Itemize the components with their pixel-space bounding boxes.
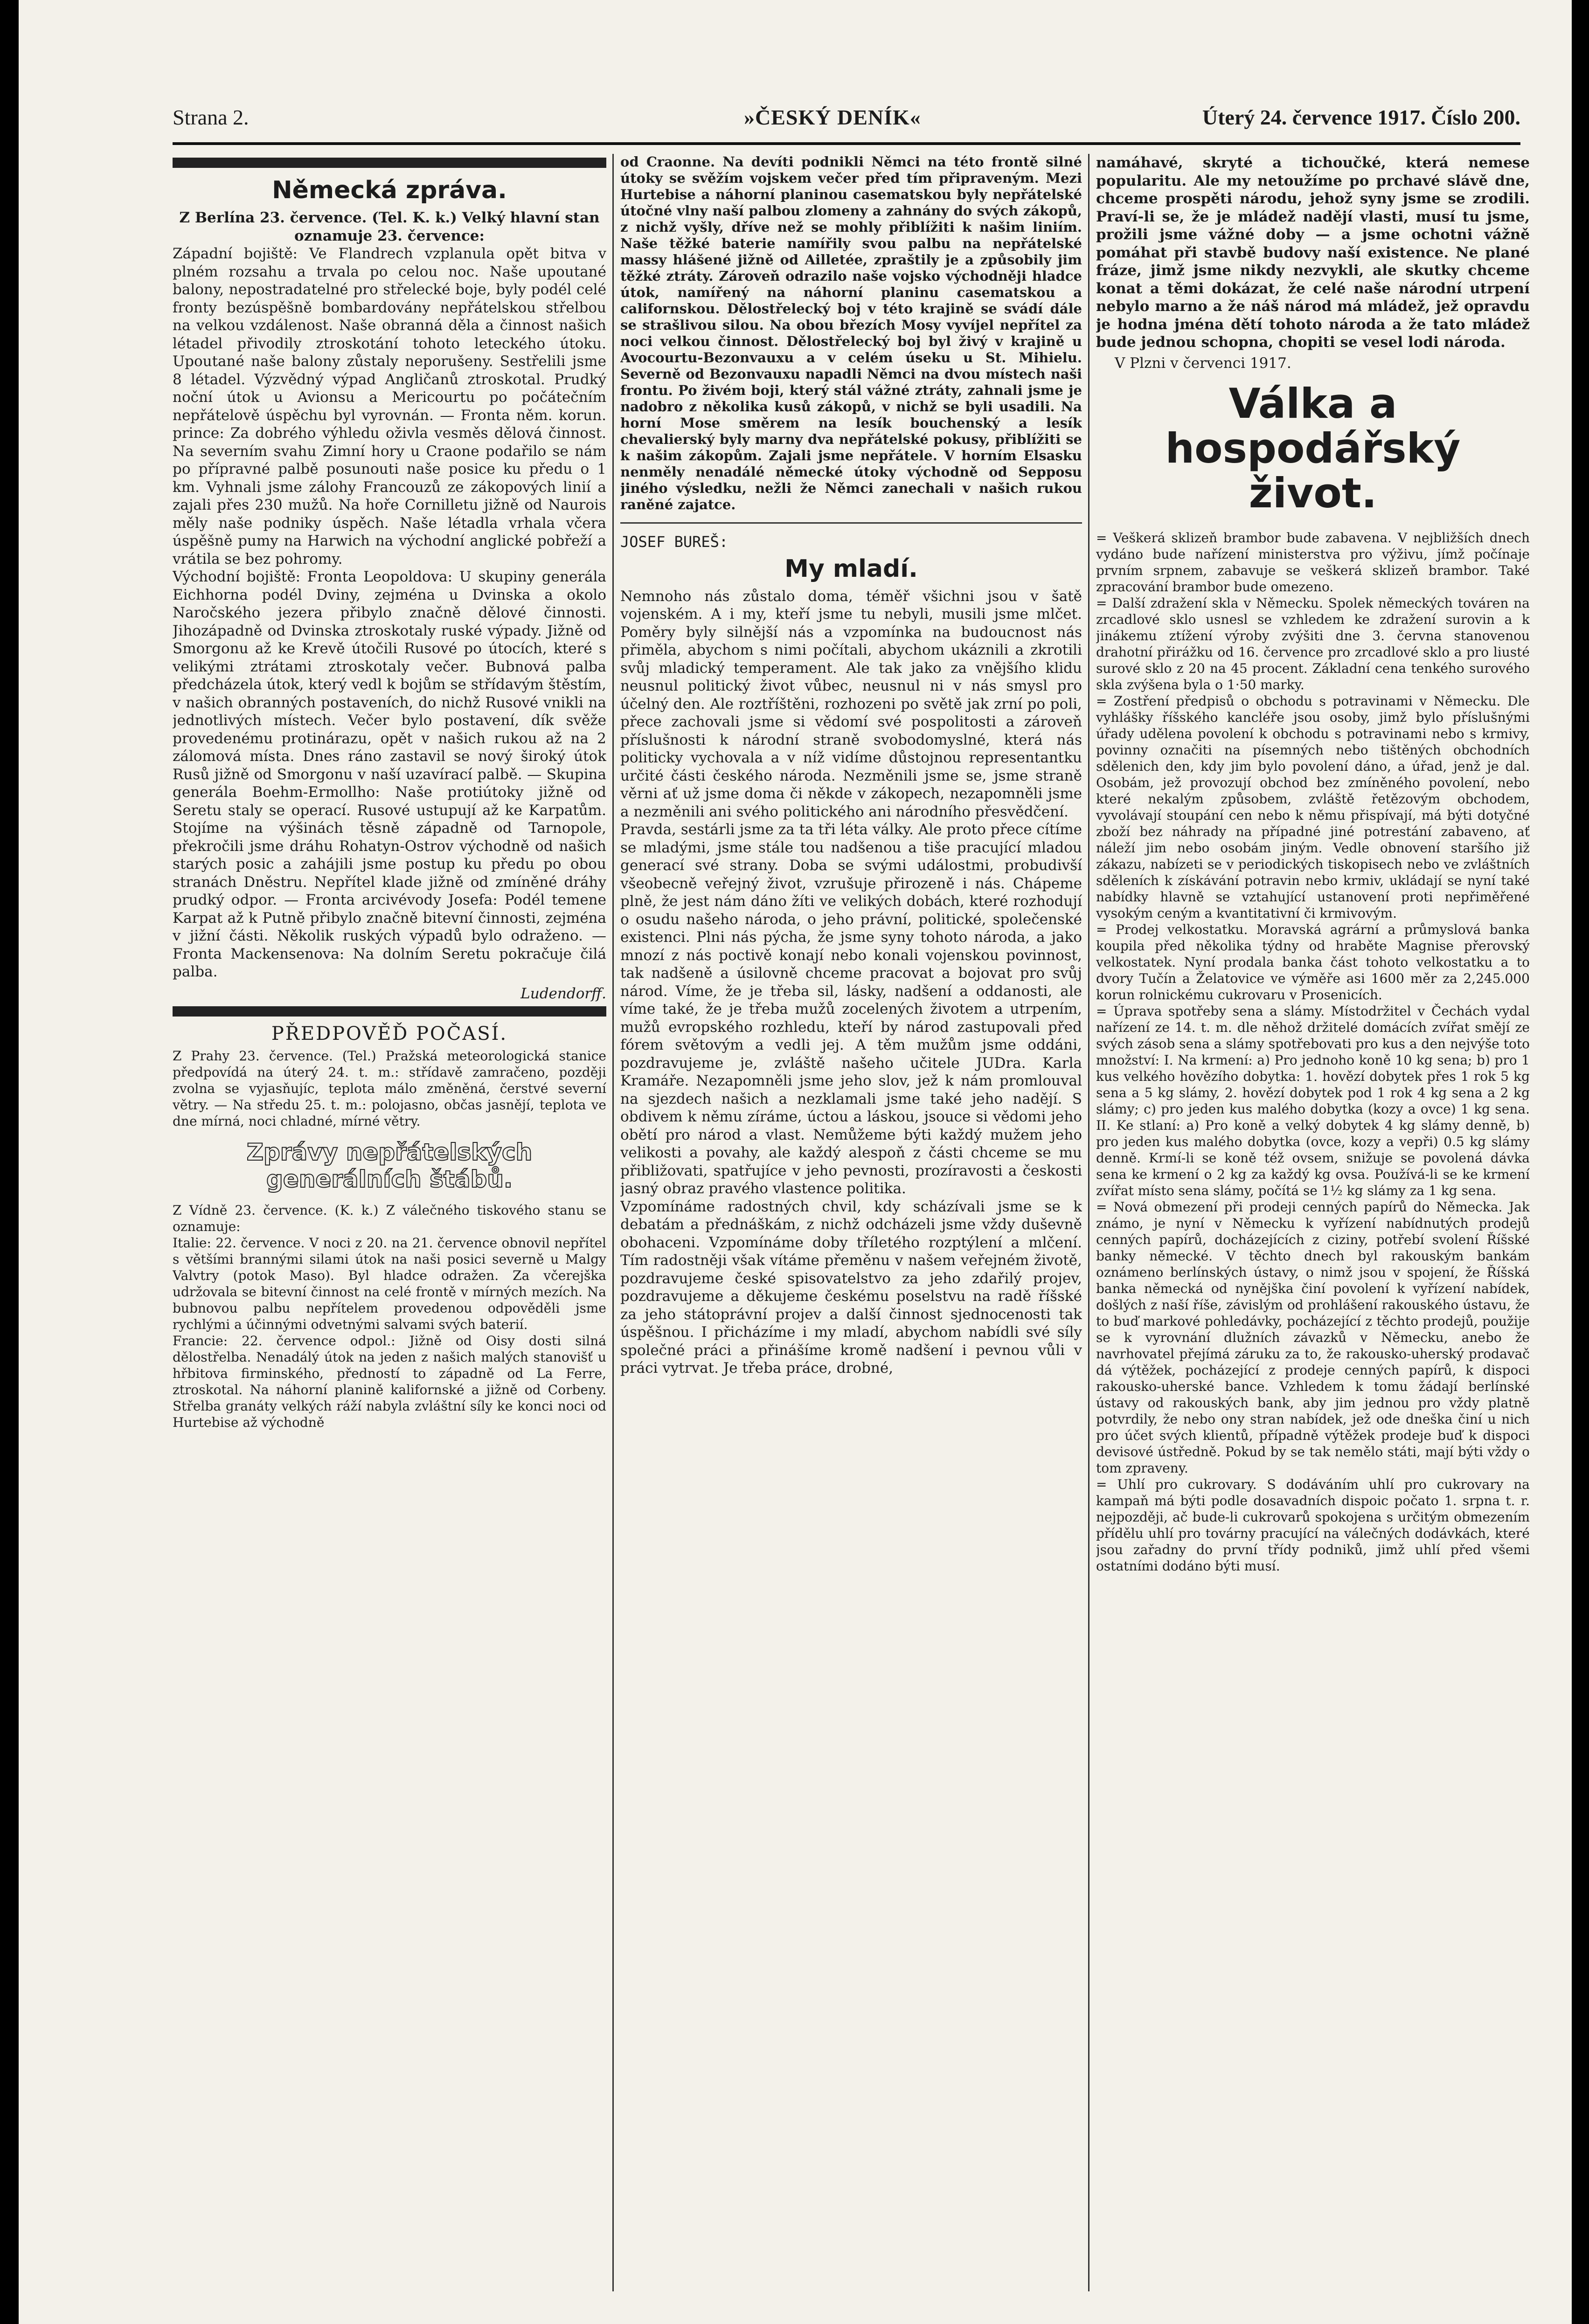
- article-title: Zprávy nepřátelských generálních štábů.: [246, 1138, 533, 1193]
- article-lead: Z Vídně 23. července. (K. k.) Z válečného tiskového stanu se oznamuje:: [173, 1202, 606, 1234]
- column-divider: [612, 154, 614, 2291]
- article-paragraph: Západní bojiště: Ve Flandrech vzplanula opět bitva v plném rozsahu a trvala po celou noc. Naše upoutané balony, nepostradatelné pro střelecké boje, byly podél celé fronty bezúspěšně bombardovány nepřátelskou střelbou na velkou vzdálenost. Naše obranná děla a činnost našich létadel přivodily ztroskotání tohoto leteckého útoku. Upoutané naše balony zůstaly neporušeny. Sestřelili jsme 8 létadel. Výzvědný výpad Angličanů ztroskotal. Prudký noční útok u Avionsu a Mericourtu po počátečním nepřátelově úspěchu byl vyrovnán. — Fronta něm. korun. prince: Za dobrého výhledu oživla vesměs dělová činnost. Na severním svahu Zimní hory u Craone podařilo se nám po přípravné palbě posunouti naše posice ku předu o 1 km. Vyhnali jsme zálohy Francouzů ze zákopových linií a zajali přes 230 mužů. Na hoře Cornilletu jižně od Naurois měly naše podniky úspěch. Naše létadla vrhala včera úspěšně pumy na Harwich na východní anglické pobřeží a vrátila se bez pohromy.: [173, 245, 606, 567]
- article-title: My mladí.: [784, 554, 918, 583]
- newspaper-page: [19, 0, 1572, 2324]
- article-paragraph: Nemnoho nás zůstalo doma, téměř všichni jsou v šatě vojenském. A i my, kteří jsme tu nebyli, musili jsme mlčet. Poměry byly silnější nás a vzpomínka na budoucnost nás přiměla, abychom s nimi počítali, abychom ukáznili a zkrotili svůj mladický temperament. Ale tak jako za vnějšího klidu neusnul politický život vůbec, neusnul ni v nás smysl pro účelný den. Ale roztříštěni, rozhozeni po světě jak zrní po poli, přece zachovali jsme si vědomí své pospolitosti a zároveň příslušnosti k národní straně svobodomyslné, která nás politicky vychovala a v níž vidíme důstojnou representantku určité části českého národa. Nezměnili jsme se, jsme straně věrni ať už jsme doma či někde v zákopech, nezapomněli jsme a nezměnili ani svého politického ani národního přesvědčení.: [620, 588, 1082, 820]
- article-title: Německá zpráva.: [272, 176, 507, 204]
- news-item: = Další zdražení skla v Německu. Spolek německých továren na zrcadlové sklo usnesl se vzhledem ke zdražení surovin a k jinákemu ztížení výroby zvýšiti dne 3. června stanovenou drahotní přirážku od 16. července pro zrcadlové sklo a pro liusté surové sklo z 20 na 45 procent. Základní cena tenkého surového skla zvýšena byla o 1·50 marky.: [1096, 595, 1530, 692]
- section-title: Válka a hospodářský život.: [1165, 380, 1461, 517]
- news-item: = Nová obmezení při prodeji cenných papírů do Německa. Jak známo, je nyní v Německu k vyřízení nabídnutých prodejů cenných papírů, docházejících z ciziny, potřebí svolení Říšské banky německé. V těchto dnech byl rakouským bankám oznámeno berlínských ústavy, o nimž jsou v spojení, že Říšská banka německá od nynějška činí povolení k vyřízení nabídek, došlých z naší říše, závislým od prohlášení rakouského ústavu, že to buď markové pohledávky, pocházející z těchto prodejů, použije se k vyrovnání dlužních závazků v Německu, anebo že navrhovatel přejímá záruku za to, že rakousko-uherský prodavač dá výtěžek, pocházející z prodeje cenných papírů, k dispoci rakousko-uherské bance. Vzhledem k tomu žádají berlínské ústavy od rakouských bank, aby jim jednou pro vždy platně potvrdily, že nebo ony stran nabídek, jež ode dneška činí u nich pro účet svých klientů, případně výtěžek prodeje buď k dispoci devisové ústředně. Pokud by se tak nemělo státi, mají býti vždy o tom zpraveny.: [1096, 1199, 1530, 1476]
- article-lead: Z Berlína 23. července. (Tel. K. k.) Velký hlavní stan oznamuje 23. července:: [179, 209, 600, 244]
- newspaper-title: »ČESKÝ DENÍK«: [744, 105, 921, 129]
- news-item: = Zostření předpisů o obchodu s potravinami v Německu. Dle vyhlášky říšského kancléře jsou osoby, jimž bylo příslušnými úřady udělena povolení k obchodu s potravinami nebo s krmivy, povinny označiti na písemných nebo tištěných obchodních sdělenich den, kdy jim bylo povolení dáno, a úřad, jenž je dal. Osobám, jež provozují obchod bez zmíněného povolení, nebo které nekalým způsobem, zvláště řetězovým obchodem, vyvolávají stoupání cen nebo k němu přispívají, má býti dotyčné zboží bez náhrady na případné jiné potrestání zabaveno, ať náleží jim nebo osobám jiným. Vedle obnovení staršího již zákazu, nabízeti se v periodických tiskopisech nebo ve zvláštních sděleních k získávání potravin nebo krmiv, ukládají se nyní také nabídky hlavně se vztahující ustanovení proti nepřiměřené vysokým ceným a kvantitativní či krmivovým.: [1096, 693, 1530, 921]
- article-signature: V Plzni v červenci 1917.: [1115, 354, 1291, 372]
- issue-date: Úterý 24. července 1917. Číslo 200.: [1202, 105, 1520, 129]
- article-signature: Ludendorff.: [520, 985, 606, 1002]
- column-divider: [1088, 154, 1089, 2291]
- section-rule: [173, 1006, 606, 1017]
- article-paragraph: Italie: 22. července. V noci z 20. na 21. července obnovil nepřítel s většími brannými silami útok na naši posici severně u Malgy Valvtry (potok Maso). Byl hladce odražen. Za včerejška udržovala se bitevní činnost na celé frontě v mírných mezích. Na bubnovou palbu nepřítelem provedenou odpověděli jsme rychlými a účinnými odvetnými salvami svých baterií.: [173, 1235, 606, 1332]
- page-number: Strana 2.: [173, 105, 249, 129]
- section-rule: [620, 522, 1082, 524]
- article-continuation: namáhavé, skryté a tichoučké, která nemese popularitu. Ale my netoužíme po prchavé slávě dne, chceme prospěti národu, jehož syny jsme se zrodili. Praví-li se, že je mládež nadějí vlasti, musí tu jsme, prožili jsme vážné doby — a jsme ochotni vážně pomáhat při stavbě budovy naší existence. Ne plané fráze, jimž jsme nikdy nezvykli, ale skutky chceme konat a těmi dokázat, že celé naše národní utrpení nebylo marno a že náš národ má mládež, jež opravdu je hodna jména dětí tohoto národa a že tato mládež bude jednou schopna, chopiti se vesel lodi národa.: [1096, 154, 1530, 351]
- news-item: = Uhlí pro cukrovary. S dodáváním uhlí pro cukrovary na kampaň má býti podle dosavadních dispoic počato 1. srpna t. r. nejpozději, ač bude-li cukrovarů spokojena s určitým obmezením přídělu uhlí pro továrny pracující na válečných dodávkách, které jsou zařadny do první třídy podniků, jimž uhlí před všemi ostatními dodáno býti musí.: [1096, 1477, 1530, 1574]
- column-2: [620, 154, 1082, 1377]
- article-continuation: od Craonne. Na devíti podnikli Němci na této frontě silné útoky se svěžím vojskem večer před tím připraveným. Mezi Hurtebise a náhorní planinou casematskou byly nepřátelské útočné vlny naší palbou zlomeny a zahnány do svých zákopů, z nichž vyšly, dříve než se mohly přiblížiti k našim liniím. Naše těžké baterie namířily svou palbu na nepřátelské massy hlášené jižně od Ailletée, zpraštily je a způsobily jim těžké ztráty. Zároveň odrazilo naše vojsko východněji hladce útok, namířený na náhorní planinu casematskou a californskou. Dělostřelecký boj v této krajině se svádí dále se strašlivou silou. Na obou březích Mosy vyvíjel nepřítel za noci velkou činnost. Dělostřelecký boj byl živý v krajině u Avocourtu-Bezonvauxu a v celém úseku u St. Mihielu. Severně od Bezonvauxu napadli Němci na dvou místech naši frontu. Po živém boji, který stál vážné ztráty, zahnali jsme je nadobro z několika kusů zákopů, v nichž se byli usadili. Na horní Mose směrem na lesík bouchenský a lesík chevalierský byly marny dva nepřátelské pokusy, přiblížiti se k našim zákopům. Zajali jsme nepřátele. V horním Elsasku nenměly nenadálé německé útoky východně od Sepposu jiného výsledku, nežli že Němci zanechali v našich rukou raněné zajatce.: [620, 154, 1082, 512]
- news-item: = Úprava spotřeby sena a slámy. Místodržitel v Čechách vydal nařízení ze 14. t. m. dle něhož držitelé domácích zvířat smějí ze svých zásob sena a slámy spotřebovati pro kus a den nejvýše toto množství: I. Na krmení: a) Pro jednoho koně 10 kg sena; b) pro 1 kus velkého hovězího dobytka: 1. hovězí dobytek přes 1 rok 5 kg sena a 5 kg slámy, 2. hovězí dobytek pod 1 rok 4 kg sena a 2 kg slámy; c) pro jeden kus malého dobytka (kozy a ovce) 1 kg sena. II. Ke stlaní: a) Pro koně a velký dobytek 4 kg slámy denně, b) pro jeden kus malého dobytka (ovce, kozy a vepři) 0.5 kg slámy denně. Krmí-li se koně též ovsem, snižuje se povolená dávka sena ke krmení o 2 kg za každý kg ovsa. Používá-li se ke krmení zvířat místo sena slámy, počítá se 1½ kg slámy za 1 kg sena.: [1096, 1003, 1530, 1198]
- news-item: = Prodej velkostatku. Moravská agrární a průmyslová banka koupila před několika týdny od hraběte Magnise přerovský velkostatek. Nyní prodala banka část tohoto velkostatku a to dvory Tučín a Želatovice ve výměře asi 1600 měr za 2,245.000 korun rolnickému cukrovaru v Prosenicích.: [1096, 922, 1530, 1003]
- article-author: JOSEF BUREŠ:: [620, 533, 729, 551]
- article-paragraph: Východní bojiště: Fronta Leopoldova: U skupiny generála Eichhorna podél Dviny, zejména u Dvinska a okolo Naročského jezera přibylo značně dělové činnosti. Jihozápadně od Dvinska ztroskotaly ruské výpady. Jižně od Smorgonu až ke Krevě útočili Rusové po útocích, které s velikými ztrátami ztroskotaly večer. Bubnová palba předcházela útok, který vedl k bojům se střídavým štěstím, v našich obranných postaveních, do nichž Rusové vnikli na jednotlivých místech. Večer bylo postavení, dík svěže provedenému protinárazu, opět v našich rukou až na 2 zálomová místa. Dnes ráno zastavil se nový široký útok Rusů jižně od Smorgonu v naší uzavírací palbě. — Skupina generála Boehm-Ermollho: Naše protiútoky jižně od Seretu staly se operací. Rusové ustupují až ke Karpatům. Stojíme na výšinách těsně západně od Tarnopole, překročili jsme dráhu Rohatyn-Ostrov východně od našich starých posic a zahájili jsme postup ku předu po obou stranách Dněstru. Nepřítel klade jižně od zmíněné dráhy prudký odpor. — Fronta arcivévody Josefa: Podél temene Karpat až k Putně přibylo značně bitevní činnosti, zejména v jižní části. Několik ruských výpadů bylo odraženo. — Fronta Mackensenova: Na dolním Seretu pokračuje čilá palba.: [173, 568, 606, 980]
- column-3: [1096, 154, 1530, 1574]
- section-rule: [173, 158, 606, 168]
- article-paragraph: Francie: 22. července odpol.: Jižně od Oisy dosti silná dělostřelba. Nenadálý útok na jeden z našich malých stanovišť u hřbitova firminského, předností to západně od La Ferre, ztroskotal. Na náhorní planině kalifornské a jižně od Corbeny. Střelba granáty velkých ráží nabyla zvláštní síly ke konci noci od Hurtebise až východně: [173, 1333, 606, 1430]
- article-paragraph: Pravda, sestárli jsme za ta tři léta války. Ale proto přece cítíme se mladými, jsme stále tou nadšenou a tiše pracující mladou generací své strany. Doba se svými událostmi, probudivší všeobecně veřejný život, vzrušuje přirozeně i nás. Chápeme plně, že jest nám dáno žíti ve velikých dobách, které rozhodují o osudu našeho národa, o jeho právní, politické, společenské existenci. Plni nás pýcha, že jsme syny tohoto národa, a jako mnozí z nás poctivě konají nebo konali vojenskou povinnost, tak nadšeně a úsilovně chceme pracovat a bojovat pro svůj národ. Víme, že je třeba sil, lásky, nadšení a oddanosti, ale víme také, že je třeba mužů zocelených životem a utrpením, mužů evropského rozhledu, kteří by národ zastupovali před fórem světovým a vedli jej. A těm mužům jsme oddáni, pozdravujeme je, zvláště našeho učitele JUDra. Karla Kramáře. Nezapomněli jsme jeho slov, jež k nám promlouval na sjezdech našich a nezklamali jsme také jeho nadějí. S obdivem k němu zíráme, úctou a láskou, jsouce si vědomi jeho obětí pro národ a vlast. Nemůžeme býti každý mužem jeho velikosti a povahy, ale každý alespoň z části chceme se mu přibližovati, spatřujíce v jeho pevnosti, prozíravosti a českosti jasný obraz pravého vlastence politika.: [620, 821, 1082, 1197]
- header-rule: [173, 142, 1520, 145]
- weather-title: PŘEDPOVĚĎ POČASÍ.: [271, 1023, 508, 1044]
- page-header: [173, 105, 1520, 147]
- article-paragraph: Vzpomínáme radostných chvil, kdy scházívali jsme se k debatám a přednáškám, z nichž odcházeli jsme vždy duševně obohaceni. Vzpomínáme doby tříletého rozptýlení a mlčení. Tím radostněji však vítáme přeměnu v našem veřejném životě, pozdravujeme české spisovatelstvo za jeho zdařilý projev, pozdravujeme a děkujeme českému poselstvu na radě říšské za jeho státoprávní projev a další činnost sjednocenosti tak úspěšnou. I přicházíme i my mladí, abychom nabídli své síly společné práci a přinášíme kromě nadšení i pevnou vůli v práci vytrvat. Je třeba práce, drobné,: [620, 1198, 1082, 1376]
- column-1: [173, 154, 606, 1431]
- news-item: = Veškerá sklizeň brambor bude zabavena. V nejbližších dnech vydáno bude nařízení ministerstva pro výživu, jímž počínaje prvním srpnem, zabavuje se veškerá sklizeň brambor. Také zpracování brambor bude omezeno.: [1096, 530, 1530, 595]
- weather-text: Z Prahy 23. července. (Tel.) Pražská meteorologická stanice předpovídá na úterý 24. t. m.: střídavě zamračeno, později zvolna se vyjasňujíc, teplota málo změněná, čerstvé severní větry. — Na středu 25. t. m.: polojasno, občas jasnějí, teplota ve dne mírná, noci chladné, mírné větry.: [173, 1048, 606, 1129]
